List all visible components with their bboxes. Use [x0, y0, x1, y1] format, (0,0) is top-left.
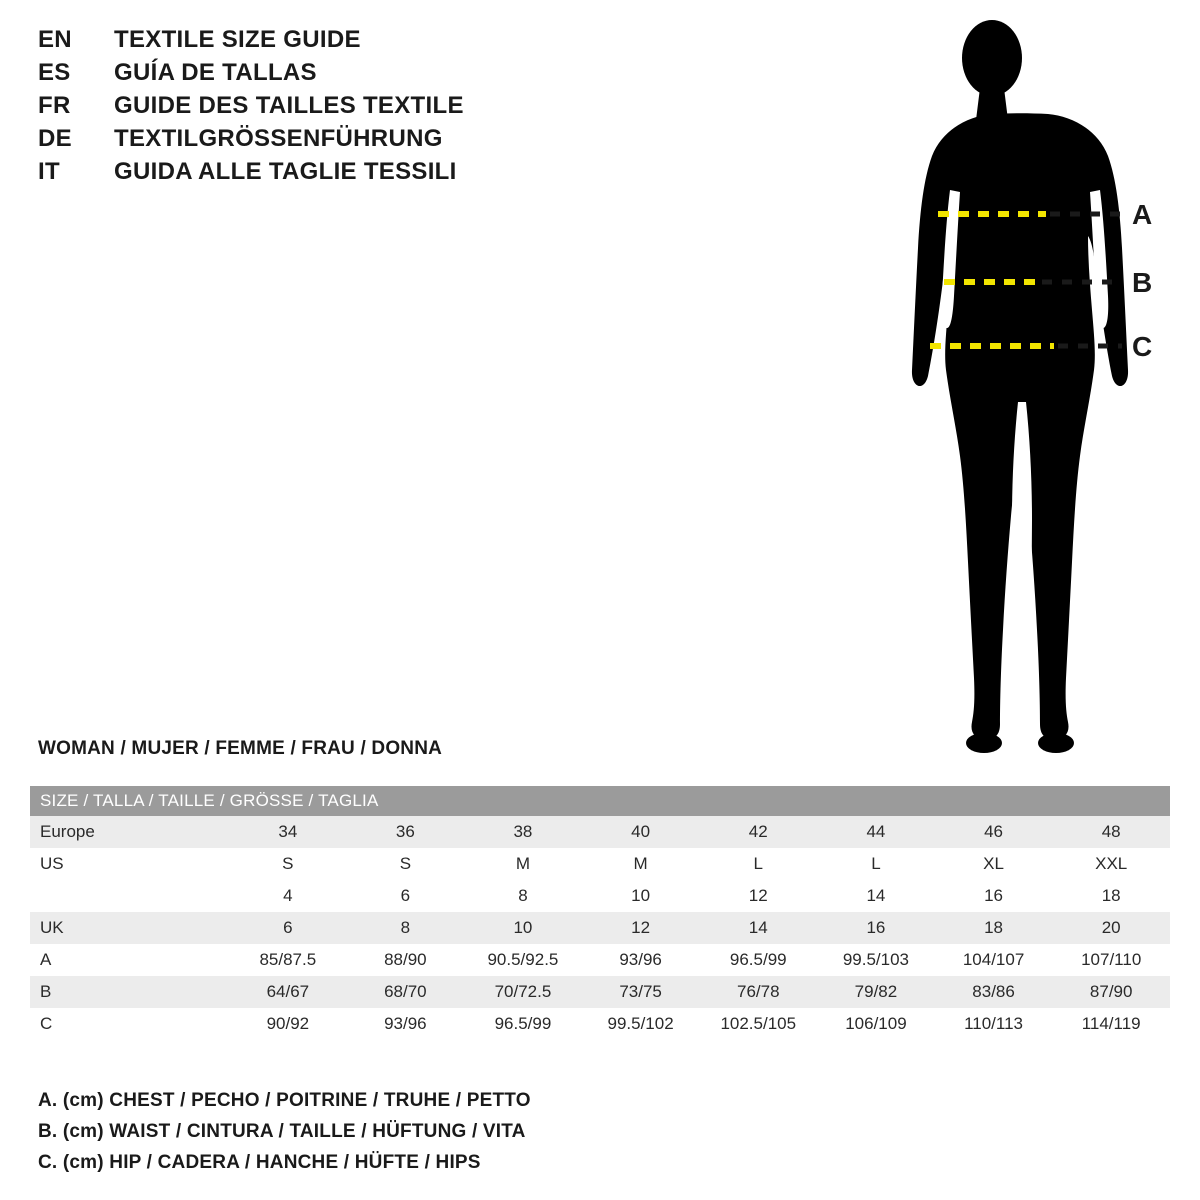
cell-us-1: S	[399, 854, 412, 873]
cell-uk-2: 10	[513, 918, 533, 937]
cell-us-2: M	[515, 854, 531, 873]
cell-a-6: 104/107	[962, 950, 1025, 969]
cell-us-4: L	[753, 854, 763, 873]
cell-europe-4: 42	[748, 822, 768, 841]
table-row	[30, 976, 1170, 1008]
cell-usnum-2: 8	[518, 886, 528, 905]
cell-europe-6: 46	[984, 822, 1004, 841]
cell-a-7: 107/110	[1081, 950, 1142, 969]
row-label-us-numeric	[30, 880, 229, 912]
marker-label-c: C	[1132, 331, 1153, 362]
cell-a-4: 96.5/99	[729, 950, 787, 969]
cell-a-3: 93/96	[619, 950, 662, 969]
language-title-en: TEXTILE SIZE GUIDE	[114, 26, 361, 53]
cell-b-6: 83/86	[972, 982, 1015, 1001]
cell-c-1: 93/96	[384, 1014, 427, 1033]
table-row	[30, 880, 1170, 912]
table-row	[30, 848, 1170, 880]
cell-usnum-6: 16	[984, 886, 1004, 905]
cell-us-0: S	[282, 854, 294, 873]
cell-a-1: 88/90	[384, 950, 427, 969]
cell-b-5: 79/82	[854, 982, 898, 1001]
cell-uk-1: 8	[400, 918, 411, 937]
cell-europe-2: 38	[513, 822, 533, 841]
row-label-a: A	[40, 950, 52, 969]
cell-europe-5: 44	[866, 822, 886, 841]
language-row-en	[38, 26, 658, 59]
cell-b-2: 70/72.5	[494, 982, 552, 1001]
cell-usnum-1: 6	[400, 886, 411, 905]
measurement-legend	[38, 1090, 838, 1183]
cell-c-0: 90/92	[266, 1014, 310, 1033]
language-title-es: GUÍA DE TALLAS	[114, 59, 317, 86]
cell-europe-0: 34	[278, 822, 298, 841]
table-header-row	[30, 786, 1170, 816]
language-code-en: EN	[38, 26, 72, 53]
table-row	[30, 944, 1170, 976]
language-title-it: GUIDA ALLE TAGLIE TESSILI	[114, 158, 457, 185]
marker-label-b: B	[1132, 267, 1153, 298]
cell-a-5: 99.5/103	[842, 950, 910, 969]
cell-b-3: 73/75	[619, 982, 662, 1001]
cell-c-7: 114/119	[1081, 1014, 1141, 1033]
cell-usnum-5: 14	[866, 886, 886, 905]
marker-label-a: A	[1132, 199, 1153, 230]
section-title-woman: WOMAN / MUJER / FEMME / FRAU / DONNA	[38, 738, 443, 759]
language-title-list	[38, 26, 658, 191]
language-row-de	[38, 125, 658, 158]
cell-b-0: 64/67	[266, 982, 310, 1001]
size-table-head	[30, 786, 1170, 816]
language-code-fr: FR	[38, 92, 71, 119]
cell-us-5: L	[871, 854, 881, 873]
cell-uk-7: 20	[1101, 918, 1121, 937]
cell-uk-5: 16	[866, 918, 886, 937]
cell-c-2: 96.5/99	[494, 1014, 552, 1033]
cell-usnum-0: 4	[283, 886, 293, 905]
cell-uk-6: 18	[984, 918, 1004, 937]
table-row	[30, 1008, 1170, 1040]
cell-b-4: 76/78	[736, 982, 780, 1001]
cell-b-1: 68/70	[384, 982, 427, 1001]
cell-c-5: 106/109	[845, 1014, 907, 1033]
size-table-header-label: SIZE / TALLA / TAILLE / GRÖSSE / TAGLIA	[30, 786, 1170, 816]
cell-usnum-4: 12	[748, 886, 768, 905]
language-row-fr	[38, 92, 658, 125]
cell-usnum-7: 18	[1101, 886, 1121, 905]
cell-uk-0: 6	[283, 918, 293, 937]
language-row-es	[38, 59, 658, 92]
cell-us-3: M	[633, 854, 648, 873]
cell-europe-3: 40	[631, 822, 651, 841]
footnote-b: B. (cm) WAIST / CINTURA / TAILLE / HÜFTUNG / VITA	[38, 1121, 526, 1142]
cell-europe-1: 36	[395, 822, 415, 841]
language-code-it: IT	[38, 158, 60, 185]
cell-europe-7: 48	[1101, 822, 1121, 841]
language-row-it	[38, 158, 658, 191]
row-label-uk: UK	[40, 918, 64, 937]
footnote-c: C. (cm) HIP / CADERA / HANCHE / HÜFTE / HIPS	[38, 1152, 481, 1173]
size-guide-figure	[860, 10, 1190, 770]
cell-uk-3: 12	[631, 918, 651, 937]
footnote-a: A. (cm) CHEST / PECHO / POITRINE / TRUHE / PETTO	[38, 1090, 531, 1111]
language-code-de: DE	[38, 125, 72, 152]
row-label-us: US	[40, 854, 64, 873]
cell-a-0: 85/87.5	[259, 950, 317, 969]
cell-us-7: XXL	[1095, 854, 1128, 873]
female-silhouette-icon	[912, 20, 1128, 753]
cell-uk-4: 14	[748, 918, 768, 937]
size-table	[30, 786, 1170, 1040]
size-table-body	[30, 816, 1170, 1040]
cell-c-4: 102.5/105	[720, 1014, 797, 1033]
cell-c-3: 99.5/102	[607, 1014, 674, 1033]
cell-b-7: 87/90	[1089, 982, 1133, 1001]
row-label-b: B	[40, 982, 52, 1001]
cell-us-6: XL	[983, 854, 1004, 873]
row-label-c: C	[40, 1014, 53, 1033]
row-label-europe: Europe	[40, 822, 95, 841]
cell-a-2: 90.5/92.5	[487, 950, 559, 969]
table-row	[30, 912, 1170, 944]
language-title-de: TEXTILGRÖSSENFÜHRUNG	[114, 125, 443, 152]
table-row	[30, 816, 1170, 848]
cell-usnum-3: 10	[631, 886, 651, 905]
cell-c-6: 110/113	[964, 1014, 1024, 1033]
language-code-es: ES	[38, 59, 71, 86]
language-title-fr: GUIDE DES TAILLES TEXTILE	[114, 92, 464, 119]
